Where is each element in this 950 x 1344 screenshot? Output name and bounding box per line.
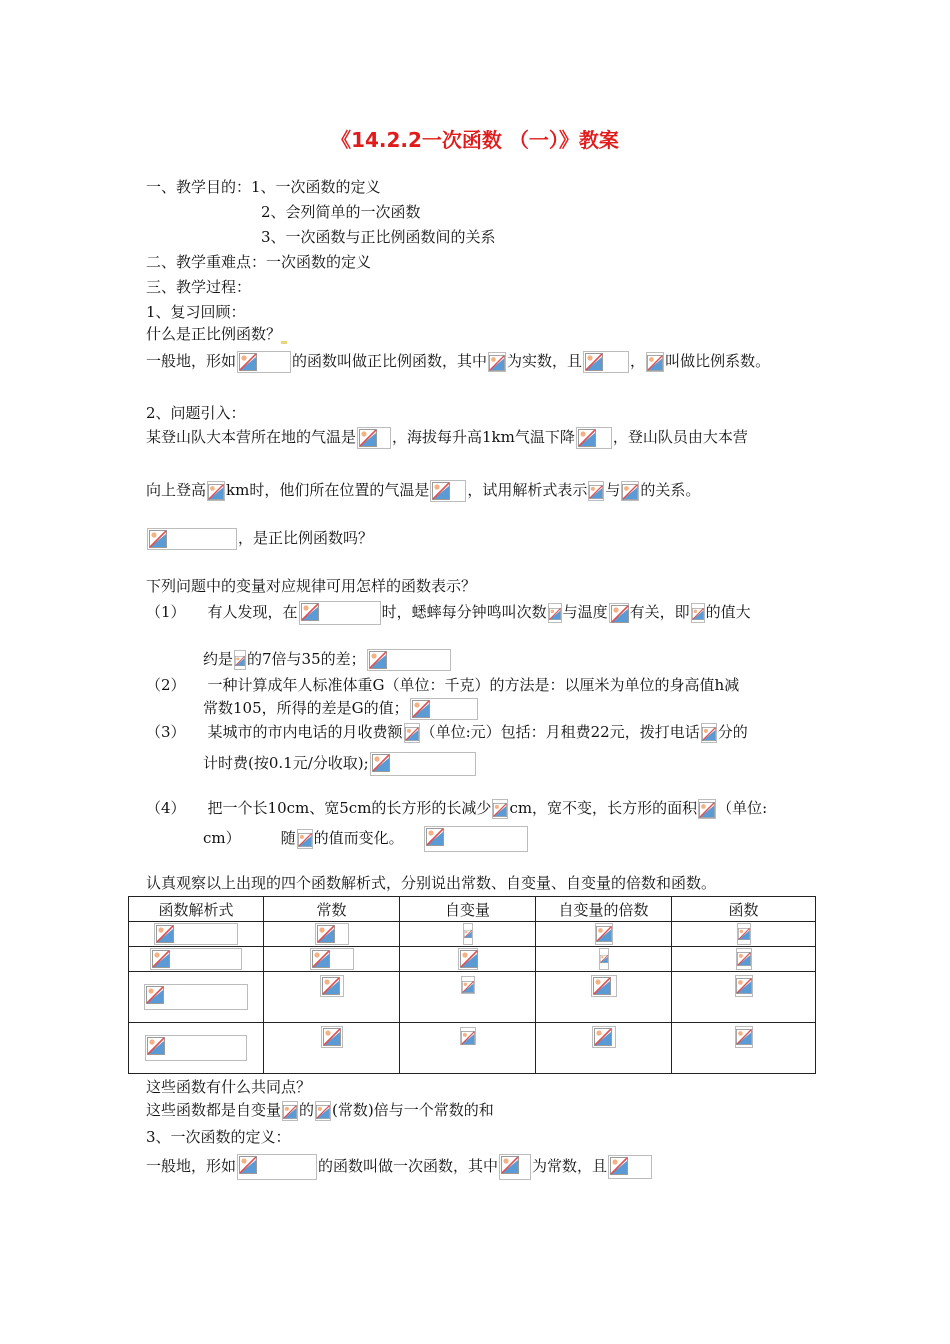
- formula-image-icon: [576, 427, 612, 449]
- text: ，试用解析式表示: [467, 481, 588, 499]
- table-cell: [400, 972, 536, 1023]
- linear-def-line: [146, 1154, 653, 1180]
- formula-image-icon: [461, 976, 475, 994]
- formula-image-icon: [144, 984, 248, 1010]
- table-row: [129, 972, 816, 1023]
- formula-image-icon: [310, 948, 354, 970]
- text: （单位:: [717, 799, 768, 817]
- text: 时，蟋蟀每分钟鸣叫次数: [381, 603, 547, 621]
- formula-image-icon: [145, 1035, 247, 1061]
- formula-image-icon: [424, 826, 528, 852]
- formula-image-icon: [237, 351, 291, 373]
- table-cell: [536, 947, 672, 972]
- item-number: （1）: [146, 603, 186, 621]
- table-cell: [129, 972, 264, 1023]
- text: 某城市的市内电话的月收费额: [207, 723, 403, 741]
- review-question-line: [146, 324, 287, 344]
- text: ，海拔每升高1km气温下降: [392, 428, 575, 446]
- text: ，是正比例函数吗？: [238, 529, 374, 547]
- item-4-line-2: [203, 826, 529, 852]
- goal-2: 2、会列简单的一次函数: [261, 203, 421, 221]
- intro-line-4: 下列问题中的变量对应规律可用怎样的函数表示？: [146, 577, 477, 595]
- formula-image-icon: [207, 481, 225, 501]
- formula-image-icon: [599, 948, 609, 970]
- table-cell: [400, 1023, 536, 1074]
- formula-image-icon: [583, 351, 629, 373]
- formula-image-icon: [609, 603, 629, 623]
- table-cell: [129, 922, 264, 947]
- proportional-def-line: [146, 351, 770, 373]
- text: cm，宽不变，长方形的面积: [509, 799, 698, 817]
- text: 的函数叫做正比例函数，其中: [292, 352, 488, 370]
- formula-image-icon: [737, 923, 751, 945]
- formula-image-icon: [595, 923, 613, 945]
- text: 把一个长10cm、宽5cm的长方形的长减少: [207, 799, 492, 817]
- formula-image-icon: [492, 799, 508, 819]
- marker-icon: [281, 341, 287, 344]
- formula-image-icon: [736, 948, 752, 970]
- text: 叫做比例系数。: [665, 352, 771, 370]
- table-header: 函数解析式: [129, 897, 264, 922]
- table-header: 常数: [264, 897, 400, 922]
- text: 随: [280, 829, 296, 847]
- formula-image-icon: [282, 1101, 298, 1121]
- item-1-line-2: [203, 649, 452, 671]
- page-title: 《14.2.2一次函数 （一）》教案: [331, 128, 619, 152]
- table-cell: [536, 972, 672, 1023]
- review-question: 什么是正比例函数？: [146, 325, 282, 343]
- table-cell: [400, 922, 536, 947]
- text: 向上登高: [146, 481, 207, 499]
- formula-image-icon: [548, 603, 562, 623]
- table-cell: [129, 947, 264, 972]
- text: 一般地，形如: [146, 352, 237, 370]
- item-3-line-1: [146, 722, 748, 743]
- table-row: [129, 947, 816, 972]
- text: 的值而变化。: [313, 829, 404, 847]
- formula-image-icon: [592, 1026, 616, 1048]
- formula-image-icon: [299, 601, 381, 625]
- intro-line-2: [146, 480, 700, 502]
- formula-image-icon: [150, 948, 242, 970]
- text: 常数105，所得的差是G的值；: [203, 699, 409, 717]
- text: 与温度: [562, 603, 608, 621]
- objectives-line-1: [146, 177, 381, 197]
- formula-image-icon: [735, 1026, 753, 1048]
- table-row: [129, 922, 816, 947]
- section-3-heading: 三、教学过程：: [146, 278, 252, 296]
- section-1-label: 一、教学目的：: [146, 178, 252, 196]
- formula-image-icon: [367, 649, 451, 671]
- table-cell: [129, 1023, 264, 1074]
- linear-def-heading: 3、一次函数的定义：: [146, 1128, 291, 1146]
- text: 计时费(按0.1元/分收取);: [203, 754, 369, 772]
- formula-image-icon: [698, 799, 716, 819]
- item-number: （3）: [146, 723, 186, 741]
- formula-image-icon: [499, 1154, 531, 1180]
- formula-image-icon: [404, 723, 420, 743]
- text: 的函数叫做一次函数，其中: [318, 1157, 499, 1175]
- table-cell: [264, 1023, 400, 1074]
- formula-image-icon: [591, 975, 617, 997]
- formula-image-icon: [315, 1101, 331, 1121]
- text: (常数)倍与一个常数的和: [332, 1101, 494, 1119]
- text: 有人发现，在: [207, 603, 298, 621]
- intro-heading: 2、问题引入：: [146, 404, 246, 422]
- table-cell: [672, 1023, 816, 1074]
- text: 这些函数都是自变量: [146, 1101, 282, 1119]
- text: cm）: [203, 829, 241, 847]
- table-cell: [672, 972, 816, 1023]
- text: 约是: [203, 650, 234, 668]
- formula-image-icon: [430, 480, 466, 502]
- formula-image-icon: [147, 528, 237, 550]
- formula-image-icon: [460, 1027, 476, 1045]
- formula-image-icon: [410, 698, 478, 720]
- formula-image-icon: [321, 1026, 343, 1048]
- formula-image-icon: [588, 481, 604, 501]
- formula-image-icon: [646, 352, 664, 372]
- text: 某登山队大本营所在地的气温是: [146, 428, 357, 446]
- text: 的关系。: [640, 481, 701, 499]
- goal-1: 1、一次函数的定义: [251, 178, 381, 196]
- intro-line-3: [146, 528, 373, 550]
- table-cell: [400, 947, 536, 972]
- text: 一种计算成年人标准体重G（单位：千克）的方法是：以厘米为单位的身高值h减: [207, 676, 740, 694]
- table-header-row: [129, 897, 816, 922]
- text: km时，他们所在位置的气温是: [226, 481, 430, 499]
- text: 的7倍与35的差；: [247, 650, 366, 668]
- formula-image-icon: [691, 603, 705, 623]
- formula-image-icon: [458, 948, 478, 970]
- function-table: [128, 896, 816, 1074]
- observe-instruction: 认真观察以上出现的四个函数解析式，分别说出常数、自变量、自变量的倍数和函数。: [146, 874, 717, 892]
- text: ，: [630, 352, 646, 370]
- text: 的: [299, 1101, 315, 1119]
- table-row: [129, 1023, 816, 1074]
- text: 为实数，且: [507, 352, 583, 370]
- formula-image-icon: [297, 829, 313, 849]
- table-cell: [672, 947, 816, 972]
- formula-image-icon: [154, 923, 238, 945]
- common-answer: [146, 1100, 494, 1121]
- formula-image-icon: [701, 723, 717, 743]
- formula-image-icon: [357, 427, 391, 449]
- text: 的值大: [705, 603, 751, 621]
- formula-image-icon: [608, 1155, 652, 1179]
- item-3-line-2: [203, 752, 477, 776]
- intro-line-1: [146, 427, 748, 449]
- table-header: 自变量: [400, 897, 536, 922]
- formula-image-icon: [735, 975, 753, 997]
- text: 有关，即: [629, 603, 690, 621]
- item-4-line-1: [146, 798, 767, 819]
- table-cell: [264, 972, 400, 1023]
- text: 与: [605, 481, 621, 499]
- goal-3: 3、一次函数与正比例函数间的关系: [261, 228, 496, 246]
- text: 分的: [717, 723, 748, 741]
- common-question: 这些函数有什么共同点？: [146, 1078, 312, 1096]
- item-2-line-1: [146, 675, 739, 695]
- table-cell: [536, 922, 672, 947]
- formula-image-icon: [237, 1154, 317, 1180]
- item-number: （2）: [146, 676, 186, 694]
- table-header: 函数: [672, 897, 816, 922]
- review-heading: 1、复习回顾：: [146, 303, 246, 321]
- formula-image-icon: [488, 352, 506, 372]
- text: 为常数，且: [532, 1157, 608, 1175]
- table-header: 自变量的倍数: [536, 897, 672, 922]
- table-cell: [264, 922, 400, 947]
- table-cell: [264, 947, 400, 972]
- item-number: （4）: [146, 799, 186, 817]
- text: ，登山队员由大本营: [612, 428, 748, 446]
- text: 一般地，形如: [146, 1157, 237, 1175]
- formula-image-icon: [320, 975, 344, 997]
- table-cell: [672, 922, 816, 947]
- table-cell: [536, 1023, 672, 1074]
- formula-image-icon: [315, 923, 349, 945]
- item-1-line-1: [146, 601, 751, 625]
- formula-image-icon: [234, 650, 246, 670]
- formula-image-icon: [621, 481, 639, 501]
- text: （单位:元）包括：月租费22元，拨打电话: [420, 723, 700, 741]
- formula-image-icon: [463, 923, 473, 945]
- section-2-heading: 二、教学重难点：一次函数的定义: [146, 253, 372, 271]
- item-2-line-2: [203, 698, 479, 720]
- formula-image-icon: [370, 752, 476, 776]
